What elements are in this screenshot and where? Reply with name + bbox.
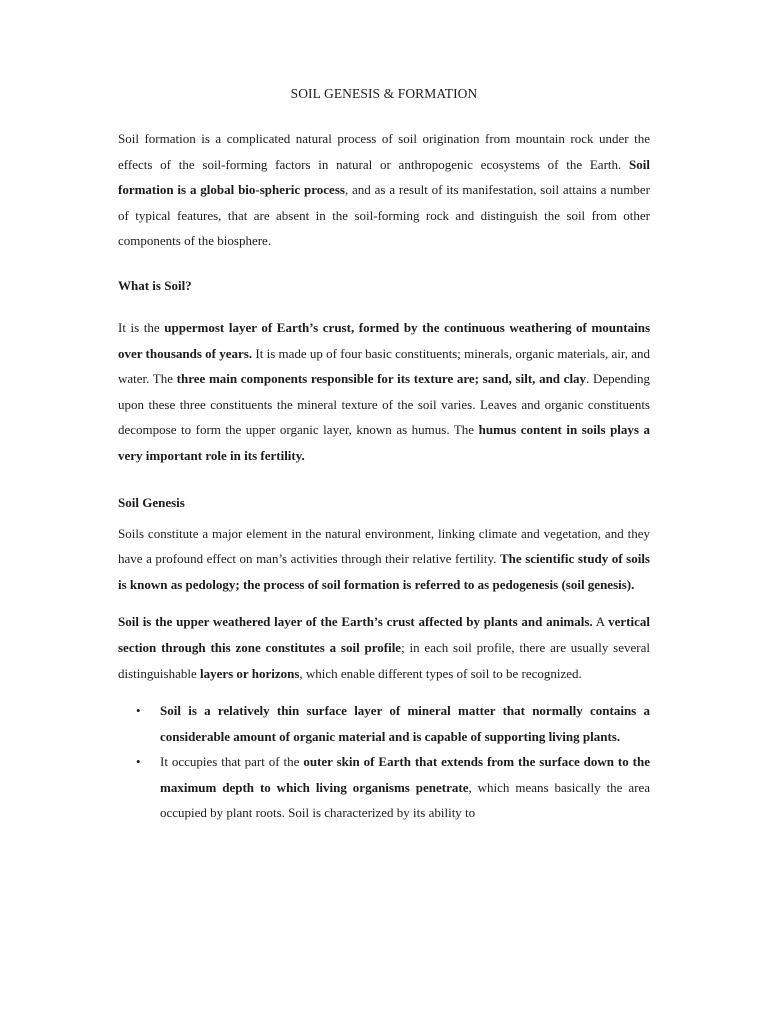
text-run: , which means basically the area occupied by plant roots. Soil is characterized by its ability to <box>160 779 651 821</box>
soil-genesis-paragraph-2 <box>118 609 650 686</box>
bullet-item-1 <box>136 698 650 749</box>
bold-text-run: uppermost layer of Earth’s crust, formed by the continuous weathering of mountains over thousands of years. <box>118 319 650 361</box>
bold-text-run: Soil formation is a global bio-spheric process <box>118 156 650 198</box>
text-run: , which enable different types of soil to be recognized. <box>299 665 582 681</box>
text-run: , and as a result of its manifestation, soil attains a number of typical features, that are absent in the soil-forming rock and distinguish the soil from other components of the biosphere. <box>118 182 650 249</box>
text-run: ; in each soil profile, there are usually several distinguishable <box>118 639 650 681</box>
text-run: It is made up of four basic constituents; minerals, organic materials, air, and water. The <box>118 345 650 387</box>
bullet-item-2 <box>136 749 651 826</box>
bold-text-run: three main components responsible for its texture are; sand, silt, and clay <box>176 371 587 387</box>
bullet-text-1 <box>160 703 650 744</box>
bold-text-run: outer skin of Earth that extends from the surface down to the maximum depth to which living organisms penetrate <box>160 754 650 795</box>
bullet-text-2 <box>160 754 650 820</box>
text-run: Soil formation is a complicated natural process of soil origination from mountain rock under the effects of the soil-forming factors in natural or anthropogenic ecosystems of the Earth. <box>118 131 650 172</box>
bold-text-run: The scientific study of soils is known as pedology; the process of soil formation is referred to as pedogenesis (soil genesis). <box>118 551 650 592</box>
bold-text-run: Soil is a relatively thin surface layer of mineral matter that normally contains a considerable amount of organic material and is capable of supporting living plants. <box>160 703 650 744</box>
text-run: . Depending upon these three constituents the mineral texture of the soil varies. Leaves and organic constituents decompose to form the upper organic layer, known as humus. The <box>118 371 650 438</box>
bullet-list <box>118 698 650 826</box>
bold-text-run: layers or horizons <box>199 665 300 681</box>
what-is-soil-paragraph <box>118 315 650 469</box>
bold-text-run: vertical section through this zone constitutes a soil profile <box>118 614 650 655</box>
bold-text-run: humus content in soils plays a very important role in its fertility. <box>118 422 650 463</box>
what-is-soil-heading: What is Soil? <box>118 277 192 293</box>
document-title: SOIL GENESIS & FORMATION <box>290 86 478 101</box>
soil-genesis-paragraph-1 <box>118 521 650 598</box>
text-run: A <box>592 614 609 630</box>
intro-paragraph <box>118 126 650 254</box>
document-page <box>118 84 650 826</box>
bullet-marker: • <box>136 703 141 719</box>
bullet-marker: • <box>136 754 141 770</box>
text-run: It is the <box>118 319 165 335</box>
bold-text-run: Soil is the upper weathered layer of the Earth’s crust affected by plants and animals. <box>118 614 593 630</box>
text-run: It occupies that part of the <box>160 754 304 770</box>
soil-genesis-heading: Soil Genesis <box>118 494 185 510</box>
text-run: Soils constitute a major element in the natural environment, linking climate and vegetation, and they have a profound effect on man’s activities through their relative fertility. <box>118 525 650 567</box>
